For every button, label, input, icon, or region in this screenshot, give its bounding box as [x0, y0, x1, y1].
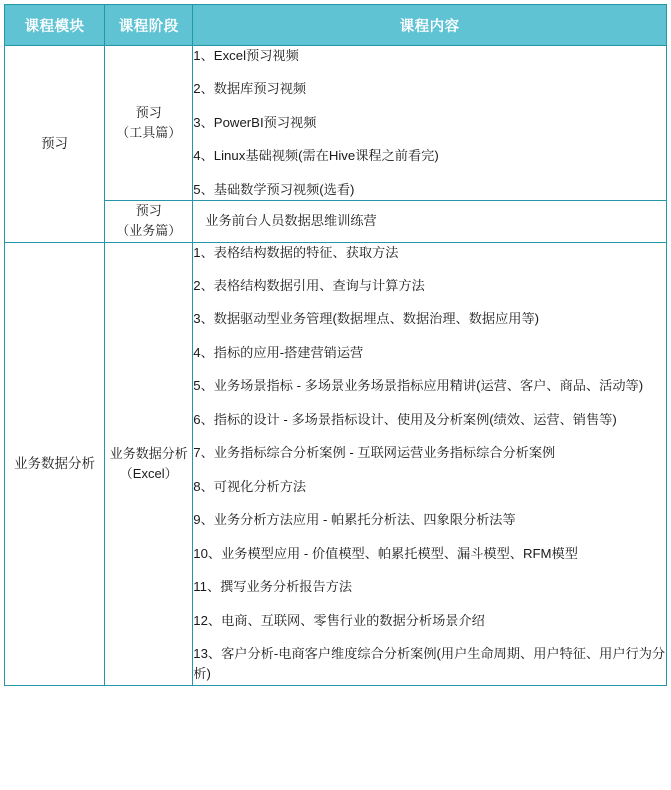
- list-item: 业务前台人员数据思维训练营: [205, 213, 377, 229]
- list-item: 11、撰写业务分析报告方法: [193, 579, 353, 595]
- header-content: 课程内容: [193, 5, 667, 46]
- list-item: 2、表格结构数据引用、查询与计算方法: [193, 278, 425, 293]
- table-row: [5, 242, 667, 685]
- table-row: [5, 46, 667, 201]
- stage-line: （业务篇）: [116, 223, 182, 239]
- module-cell-business-analysis: 业务数据分析: [5, 242, 105, 685]
- content-list: [193, 243, 666, 685]
- module-cell-preview: 预习: [5, 46, 105, 243]
- header-row: [5, 5, 667, 46]
- list-item: 1、表格结构数据的特征、获取方法: [193, 244, 399, 260]
- stage-cell-preview-tools: [105, 46, 193, 201]
- list-item: 8、可视化分析方法: [193, 478, 307, 494]
- header-stage: 课程阶段: [105, 5, 193, 46]
- list-item: 3、数据驱动型业务管理(数据埋点、数据治理、数据应用等): [193, 311, 540, 327]
- list-item: 7、业务指标综合分析案例 - 互联网运营业务指标综合分析案例: [193, 445, 556, 461]
- curriculum-table: [4, 4, 667, 686]
- header-module: 课程模块: [5, 5, 105, 46]
- list-item: 13、客户分析-电商客户维度综合分析案例(用户生命周期、用户特征、用户行为分析): [193, 645, 666, 682]
- content-cell-preview-tools: [193, 46, 667, 201]
- list-item: 4、Linux基础视频(需在Hive课程之前看完): [193, 148, 439, 164]
- list-item: 5、业务场景指标 - 多场景业务场景指标应用精讲(运营、客户、商品、活动等): [193, 378, 644, 394]
- list-item: 5、基础数学预习视频(选看): [193, 181, 355, 197]
- list-item: 2、数据库预习视频: [193, 81, 307, 97]
- list-item: 4、指标的应用-搭建营销运营: [193, 344, 364, 360]
- table-body: [5, 46, 667, 686]
- list-item: 3、PowerBI预习视频: [193, 114, 317, 130]
- list-item: 1、Excel预习视频: [193, 48, 299, 63]
- content-cell-preview-business: [193, 201, 667, 242]
- stage-cell-preview-business: [105, 201, 193, 242]
- list-item: 9、业务分析方法应用 - 帕累托分析法、四象限分析法等: [193, 512, 516, 528]
- stage-line: 预习: [135, 203, 162, 219]
- list-item: 12、电商、互联网、零售行业的数据分析场景介绍: [193, 612, 485, 628]
- stage-line: 预习: [135, 104, 162, 120]
- stage-cell-business-analysis-excel: [105, 242, 193, 685]
- content-list: [193, 46, 666, 200]
- content-cell-business-analysis: [193, 242, 667, 685]
- table-row: [5, 201, 667, 242]
- list-item: 6、指标的设计 - 多场景指标设计、使用及分析案例(绩效、运营、销售等): [193, 411, 617, 427]
- list-item: 10、业务模型应用 - 价值模型、帕累托模型、漏斗模型、RFM模型: [193, 545, 578, 561]
- stage-line: （Excel）: [119, 465, 178, 481]
- stage-line: （工具篇）: [116, 125, 182, 141]
- stage-line: 业务数据分析: [109, 445, 188, 461]
- table-header: [5, 5, 667, 46]
